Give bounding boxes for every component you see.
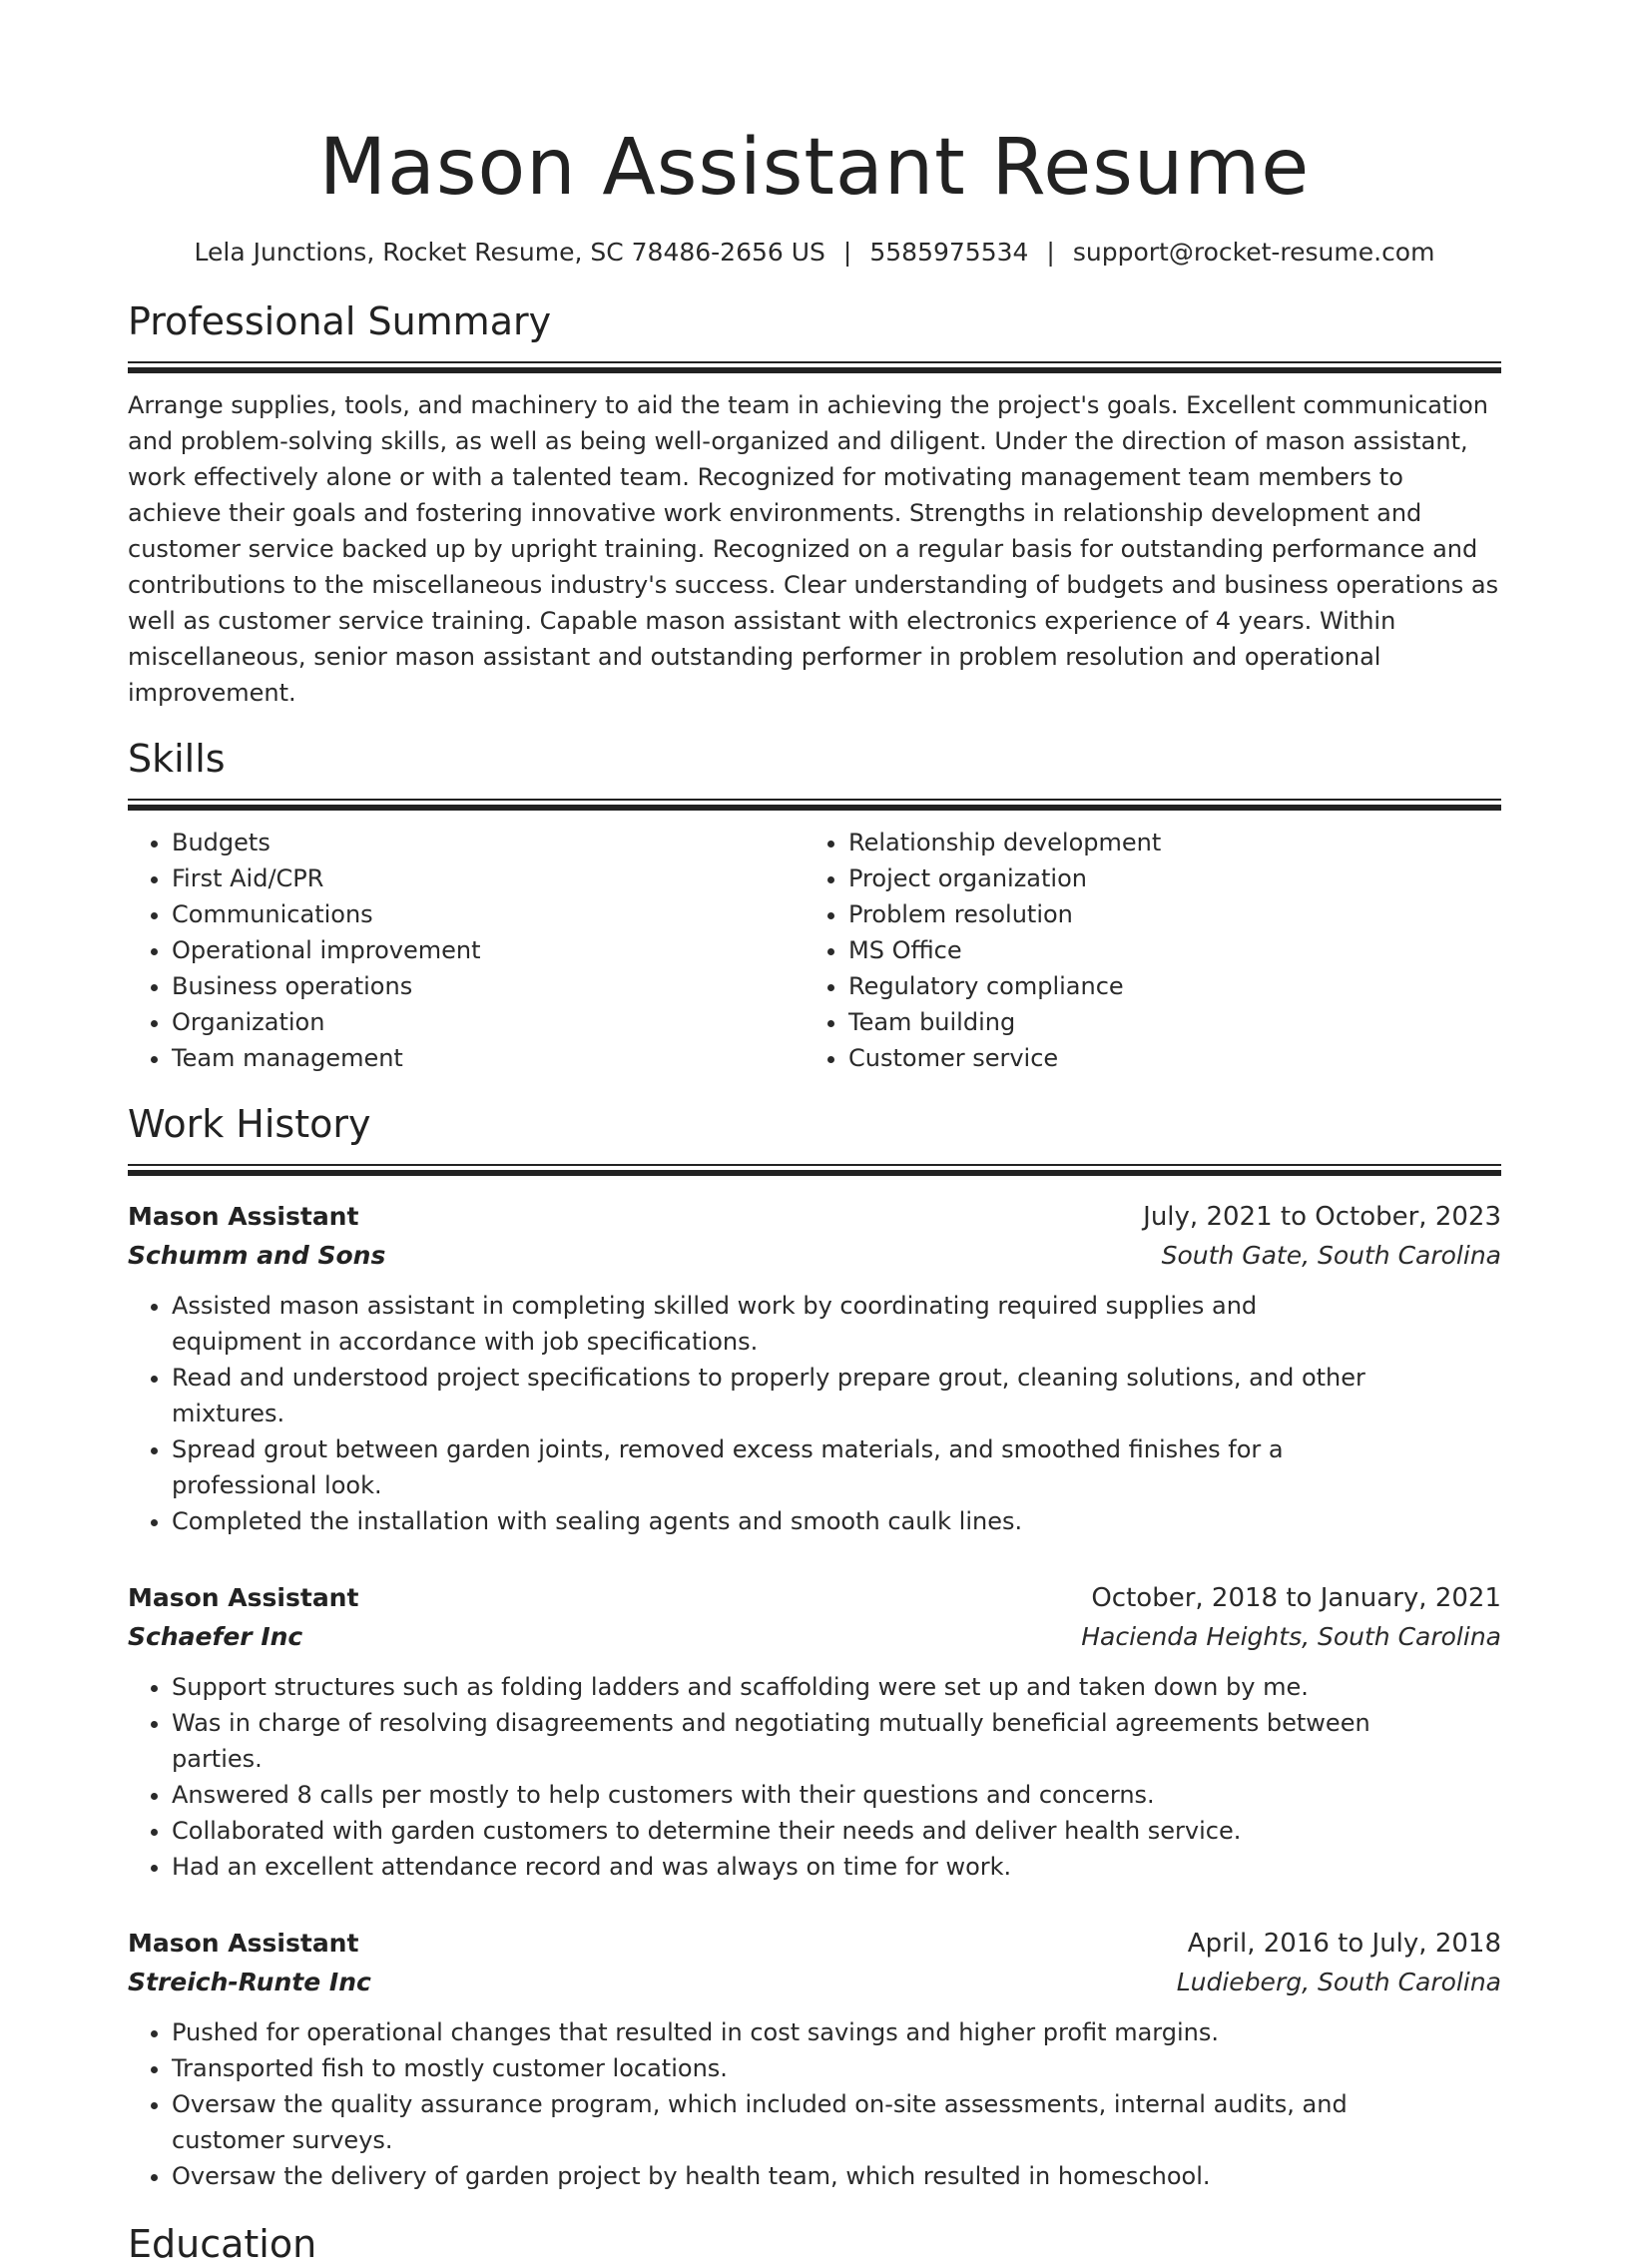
job-dates: October, 2018 to January, 2021 bbox=[1091, 1583, 1501, 1613]
work-history-section bbox=[128, 1100, 1501, 2194]
skill-item: • Operational improvement bbox=[172, 932, 805, 968]
section-title-summary: Professional Summary bbox=[128, 299, 552, 343]
job-bullet: • Assisted mason assistant in completing skilled work by coordinating required supplies and equipment in accordance with job specifications. bbox=[172, 1288, 1501, 1360]
skill-item: • First Aid/CPR bbox=[172, 860, 805, 896]
job-company-row bbox=[128, 1617, 1501, 1657]
section-divider bbox=[128, 361, 1501, 373]
job-bullet: • Support structures such as folding ladders and scaffolding were set up and taken down by me. bbox=[172, 1669, 1501, 1705]
job-location: Hacienda Heights, South Carolina bbox=[1081, 1622, 1501, 1651]
job-location: South Gate, South Carolina bbox=[1161, 1241, 1501, 1270]
job-entry bbox=[128, 1198, 1501, 1539]
job-bullet: • Read and understood project specifications to properly prepare grout, cleaning solutions, and other mixtures. bbox=[172, 1360, 1501, 1431]
job-dates: April, 2016 to July, 2018 bbox=[1187, 1929, 1501, 1959]
section-title-skills: Skills bbox=[128, 737, 226, 781]
skill-item: • Organization bbox=[172, 1004, 805, 1040]
job-dates: July, 2021 to October, 2023 bbox=[1143, 1202, 1501, 1232]
job-title: Mason Assistant bbox=[128, 1583, 359, 1612]
job-bullets bbox=[128, 1669, 1501, 1885]
job-title: Mason Assistant bbox=[128, 1929, 359, 1958]
contact-separator: | bbox=[842, 238, 852, 267]
skill-item: • Team management bbox=[172, 1040, 805, 1076]
job-company: Streich-Runte Inc bbox=[128, 1968, 371, 1996]
contact-email: support@rocket-resume.com bbox=[1072, 238, 1435, 267]
job-company: Schumm and Sons bbox=[128, 1241, 386, 1270]
skill-item: • Project organization bbox=[848, 860, 1481, 896]
summary-text: Arrange supplies, tools, and machinery to aid the team in achieving the project's goals. Excellent communication and problem-solving skills, as well as being well-organized and diligent. Under the direction of mason assistant, work effectively alone or with a talented team. Recognized for motivating management team members to achieve their goals and fostering innovative work environments. Strengths in relationship development and customer service backed up by upright training. Recognized on a regular basis for outstanding performance and contributions to the miscellaneous industry's success. Clear understanding of budgets and business operations as well as customer service training. Capable mason assistant with electronics experience of 4 years. Within miscellaneous, senior mason assistant and outstanding performer in problem resolution and operational improvement. bbox=[128, 391, 1499, 707]
section-title-work-history: Work History bbox=[128, 1102, 371, 1146]
job-company-row bbox=[128, 1963, 1501, 2002]
skills-column-right bbox=[805, 825, 1481, 1076]
job-bullet: • Completed the installation with sealing agents and smooth caulk lines. bbox=[172, 1503, 1501, 1539]
resume-page bbox=[128, 0, 1501, 2268]
skills-grid bbox=[128, 825, 1501, 1076]
job-bullet: • Oversaw the quality assurance program, which included on-site assessments, internal audits, and customer surveys. bbox=[172, 2086, 1501, 2158]
skill-item: • Problem resolution bbox=[848, 896, 1481, 932]
job-bullets bbox=[128, 1288, 1501, 1539]
job-entry bbox=[128, 1579, 1501, 1885]
job-company: Schaefer Inc bbox=[128, 1622, 303, 1651]
job-location: Ludieberg, South Carolina bbox=[1176, 1968, 1501, 1996]
job-entry bbox=[128, 1925, 1501, 2194]
contact-line bbox=[128, 236, 1501, 270]
job-bullets bbox=[128, 2014, 1501, 2194]
job-bullet: • Pushed for operational changes that resulted in cost savings and higher profit margins. bbox=[172, 2014, 1501, 2050]
job-company-row bbox=[128, 1236, 1501, 1276]
job-header-row bbox=[128, 1579, 1501, 1617]
skill-item: • Business operations bbox=[172, 968, 805, 1004]
job-bullet: • Spread grout between garden joints, removed excess materials, and smoothed finishes for a professional look. bbox=[172, 1431, 1501, 1503]
resume-title: Mason Assistant Resume bbox=[318, 123, 1311, 213]
professional-summary-section bbox=[128, 297, 1501, 711]
section-divider bbox=[128, 1164, 1501, 1176]
job-bullet: • Was in charge of resolving disagreements and negotiating mutually beneficial agreements between parties. bbox=[172, 1705, 1501, 1777]
contact-phone: 5585975534 bbox=[869, 238, 1029, 267]
job-bullet: • Oversaw the delivery of garden project by health team, which resulted in homeschool. bbox=[172, 2158, 1501, 2194]
skills-column-left bbox=[128, 825, 805, 1076]
job-bullet: • Collaborated with garden customers to determine their needs and deliver health service. bbox=[172, 1813, 1501, 1849]
skill-item: • Communications bbox=[172, 896, 805, 932]
contact-address: Lela Junctions, Rocket Resume, SC 78486-2656 US bbox=[194, 238, 825, 267]
job-header-row bbox=[128, 1925, 1501, 1963]
job-bullet: • Transported fish to mostly customer locations. bbox=[172, 2050, 1501, 2086]
job-bullet: • Answered 8 calls per mostly to help customers with their questions and concerns. bbox=[172, 1777, 1501, 1813]
section-divider bbox=[128, 799, 1501, 811]
job-title: Mason Assistant bbox=[128, 1202, 359, 1231]
skill-item: • MS Office bbox=[848, 932, 1481, 968]
job-header-row bbox=[128, 1198, 1501, 1236]
education-section bbox=[128, 2220, 1501, 2268]
skills-section bbox=[128, 735, 1501, 1076]
skill-item: • Budgets bbox=[172, 825, 805, 860]
section-title-education: Education bbox=[128, 2222, 317, 2266]
skill-item: • Team building bbox=[848, 1004, 1481, 1040]
contact-separator: | bbox=[1046, 238, 1055, 267]
skill-item: • Relationship development bbox=[848, 825, 1481, 860]
skill-item: • Customer service bbox=[848, 1040, 1481, 1076]
job-bullet: • Had an excellent attendance record and was always on time for work. bbox=[172, 1849, 1501, 1885]
skill-item: • Regulatory compliance bbox=[848, 968, 1481, 1004]
